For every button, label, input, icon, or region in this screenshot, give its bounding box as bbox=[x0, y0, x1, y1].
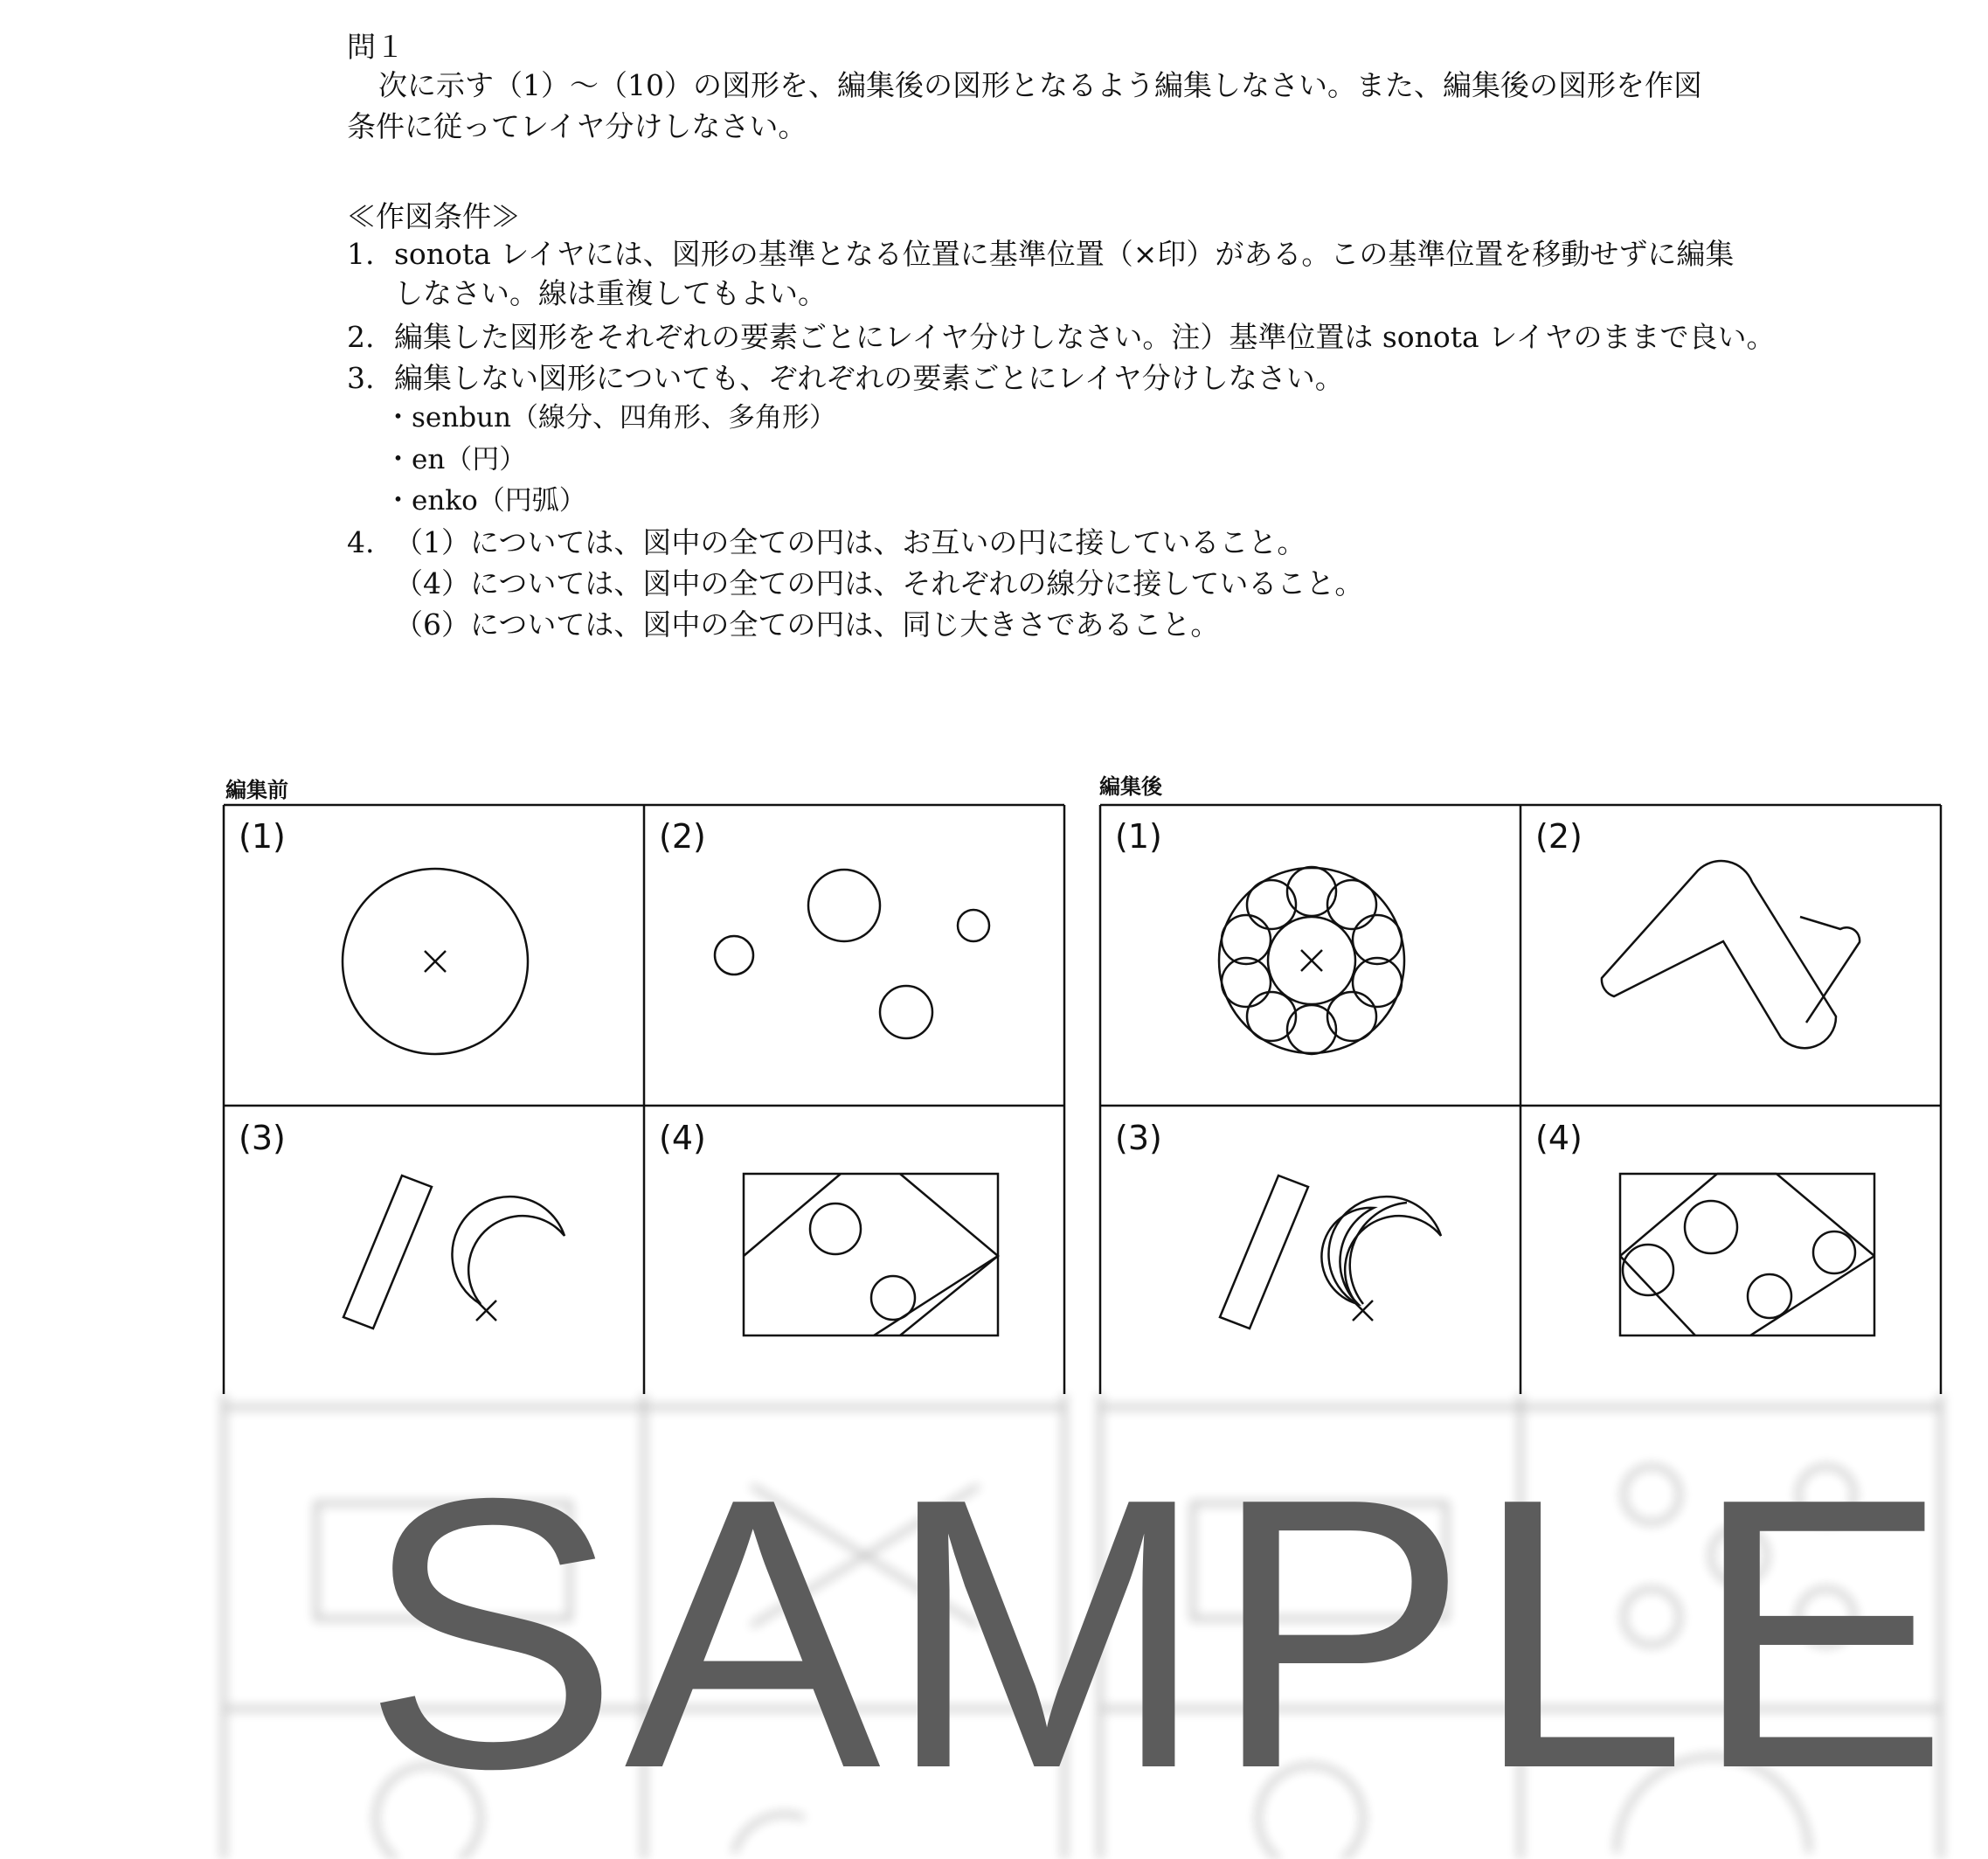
condition-4-number: 4. bbox=[347, 525, 375, 559]
before-cell-number-4: (4) bbox=[659, 1119, 706, 1157]
after-panel-label: 編集後 bbox=[1099, 774, 1162, 799]
condition-1-line-2: しなさい。線は重複してもよい。 bbox=[394, 276, 827, 310]
before-panel-label: 編集前 bbox=[225, 778, 288, 802]
condition-4-item-2: （4）については、図中の全ての円は、それぞれの線分に接していること。 bbox=[394, 566, 1364, 600]
layer-bullet-en: ・en（円） bbox=[384, 444, 527, 475]
layer-bullet-senbun: ・senbun（線分、四角形、多角形） bbox=[384, 402, 836, 434]
condition-1-number: 1. bbox=[347, 237, 375, 271]
condition-4-item-1: （1）については、図中の全ての円は、お互いの円に接していること。 bbox=[394, 525, 1306, 559]
before-cell-number-3: (3) bbox=[239, 1119, 286, 1157]
before-cell-number-1: (1) bbox=[239, 817, 286, 856]
condition-4-item-3: （6）については、図中の全ての円は、同じ大きさであること。 bbox=[394, 607, 1220, 642]
after-figure-1 bbox=[1219, 867, 1404, 1054]
after-cell-number-4: (4) bbox=[1535, 1119, 1583, 1157]
before-cell-number-2: (2) bbox=[659, 817, 706, 856]
after-cell-number-2: (2) bbox=[1535, 817, 1583, 856]
sample-watermark: SAMPLE bbox=[363, 1419, 1955, 1849]
before-figure-4 bbox=[744, 1174, 998, 1335]
conditions-title: ≪作図条件≫ bbox=[347, 199, 520, 233]
layer-bullet-enko: ・enko（円弧） bbox=[384, 485, 586, 517]
before-figure-1 bbox=[343, 869, 528, 1054]
condition-3-text: 編集しない図形についても、ぞれぞれの要素ごとにレイヤ分けしなさい。 bbox=[394, 361, 1344, 395]
intro-line-2: 条件に従ってレイヤ分けしなさい。 bbox=[347, 109, 807, 143]
question-title: 問１ bbox=[347, 30, 405, 64]
after-figure-4 bbox=[1620, 1174, 1874, 1335]
after-figure-2 bbox=[1602, 861, 1860, 1048]
after-cell-number-1: (1) bbox=[1115, 817, 1162, 856]
condition-3-number: 3. bbox=[347, 361, 375, 395]
after-cell-number-3: (3) bbox=[1115, 1119, 1162, 1157]
condition-2-number: 2. bbox=[347, 320, 375, 354]
after-figure-3 bbox=[1220, 1176, 1441, 1328]
after-grid bbox=[1100, 805, 1941, 1394]
before-figure-3 bbox=[343, 1176, 565, 1328]
before-figure-2 bbox=[715, 870, 989, 1038]
intro-line-1: 次に示す（1）～（10）の図形を、編集後の図形となるよう編集しなさい。また、編集後の図形を作図 bbox=[378, 68, 1702, 102]
condition-1-line-1: sonota レイヤには、図形の基準となる位置に基準位置（×印）がある。この基準位置を移動せずに編集 bbox=[394, 237, 1735, 271]
condition-2-text: 編集した図形をそれぞれの要素ごとにレイヤ分けしなさい。注）基準位置は sonota レイヤのままで良い。 bbox=[394, 320, 1776, 354]
